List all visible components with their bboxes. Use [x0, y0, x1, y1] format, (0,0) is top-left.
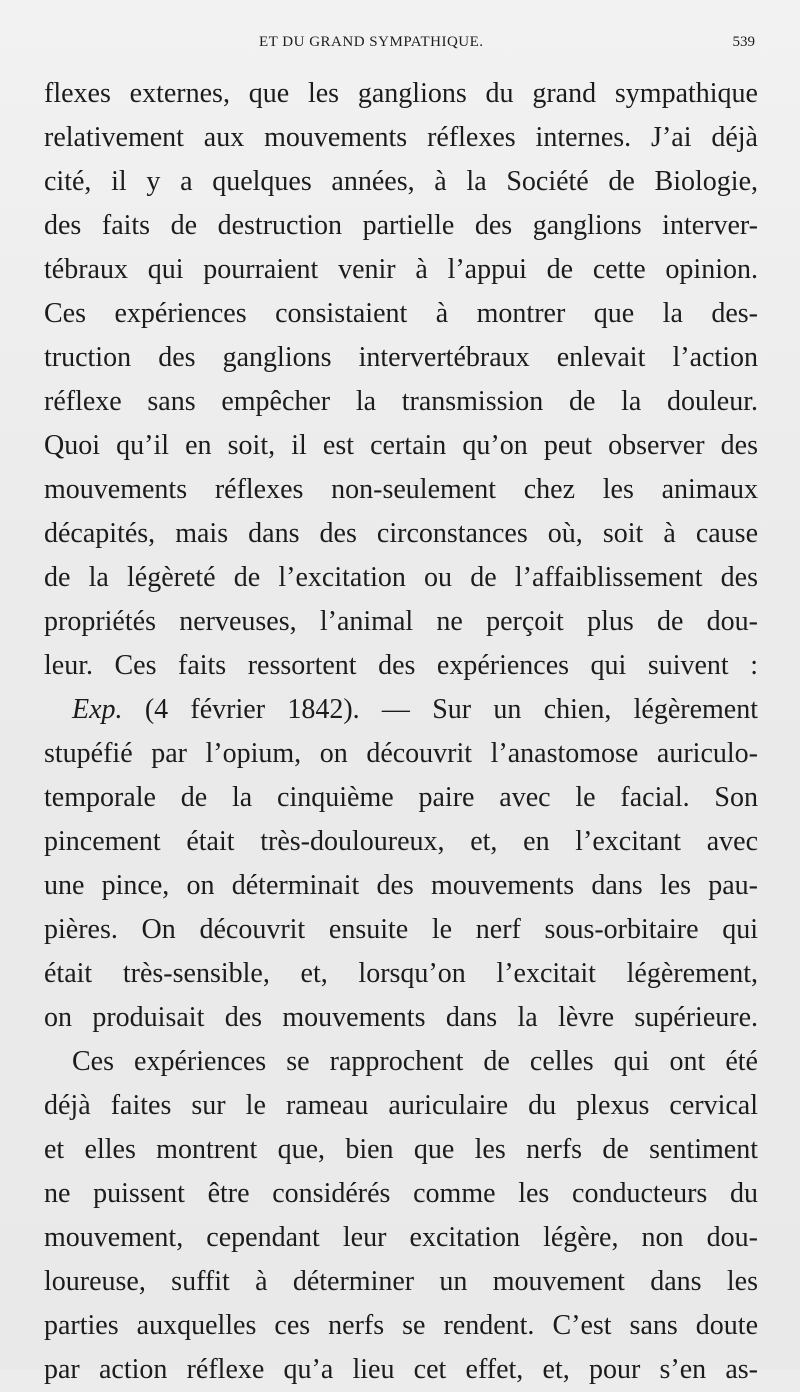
text-line-24: déjà faites sur le rameau auriculaire du plexus cervical: [44, 1090, 758, 1121]
text-line-2: relativement aux mouvements réflexes internes. J’ai déjà: [44, 122, 758, 153]
experiment-date-text: (4 février 1842). — Sur un chien, légèrement: [122, 694, 758, 725]
text-line-11: décapités, mais dans des circonstances où, soit à cause: [44, 518, 758, 549]
body-text: [44, 72, 758, 1392]
text-line-21: était très-sensible, et, lorsqu’on l’excitait légèrement,: [44, 958, 758, 989]
running-head: ET DU GRAND SYMPATHIQUE.: [259, 34, 484, 50]
text-line-9: Quoi qu’il en soit, il est certain qu’on peut observer des: [44, 430, 758, 461]
text-line-18: pincement était très-douloureux, et, en l’excitant avec: [44, 826, 758, 857]
experiment-line: [44, 688, 758, 732]
text-line-19: une pince, on déterminait des mouvements dans les pau-: [44, 870, 758, 901]
text-line-23: Ces expériences se rapprochent de celles qui ont été: [72, 1046, 758, 1077]
text-line-16: stupéfié par l’opium, on découvrit l’anastomose auriculo-: [44, 738, 758, 769]
page-number: 539: [732, 34, 755, 50]
page-header: [0, 32, 800, 56]
text-line-17: temporale de la cinquième paire avec le facial. Son: [44, 782, 758, 813]
text-line-25: et elles montrent que, bien que les nerfs de sentiment: [44, 1134, 758, 1165]
text-line-10: mouvements réflexes non-seulement chez les animaux: [44, 474, 758, 505]
text-line-8: réflexe sans empêcher la transmission de la douleur.: [44, 386, 758, 417]
text-line-22: on produisait des mouvements dans la lèvre supérieure.: [44, 1002, 758, 1033]
text-line-30: par action réflexe qu’a lieu cet effet, et, pour s’en as-: [44, 1354, 758, 1385]
experiment-label: Exp.: [72, 694, 123, 725]
text-line-27: mouvement, cependant leur excitation légère, non dou-: [44, 1222, 758, 1253]
text-line-6: Ces expériences consistaient à montrer que la des-: [44, 298, 758, 329]
text-line-5: tébraux qui pourraient venir à l’appui de cette opinion.: [44, 254, 758, 285]
text-line-3: cité, il y a quelques années, à la Société de Biologie,: [44, 166, 758, 197]
text-line-13: propriétés nerveuses, l’animal ne perçoit plus de dou-: [44, 606, 758, 637]
text-line-26: ne puissent être considérés comme les conducteurs du: [44, 1178, 758, 1209]
text-line-20: pières. On découvrit ensuite le nerf sous-orbitaire qui: [44, 914, 758, 945]
text-line-28: loureuse, suffit à déterminer un mouvement dans les: [44, 1266, 758, 1297]
text-line-12: de la légèreté de l’excitation ou de l’affaiblissement des: [44, 562, 758, 593]
text-line-29: parties auxquelles ces nerfs se rendent. C’est sans doute: [44, 1310, 758, 1341]
text-line-1: flexes externes, que les ganglions du grand sympathique: [44, 78, 758, 109]
text-line-7: truction des ganglions intervertébraux enlevait l’action: [44, 342, 758, 373]
text-line-14: leur. Ces faits ressortent des expériences qui suivent :: [44, 650, 758, 681]
text-line-4: des faits de destruction partielle des ganglions interver-: [44, 210, 758, 241]
